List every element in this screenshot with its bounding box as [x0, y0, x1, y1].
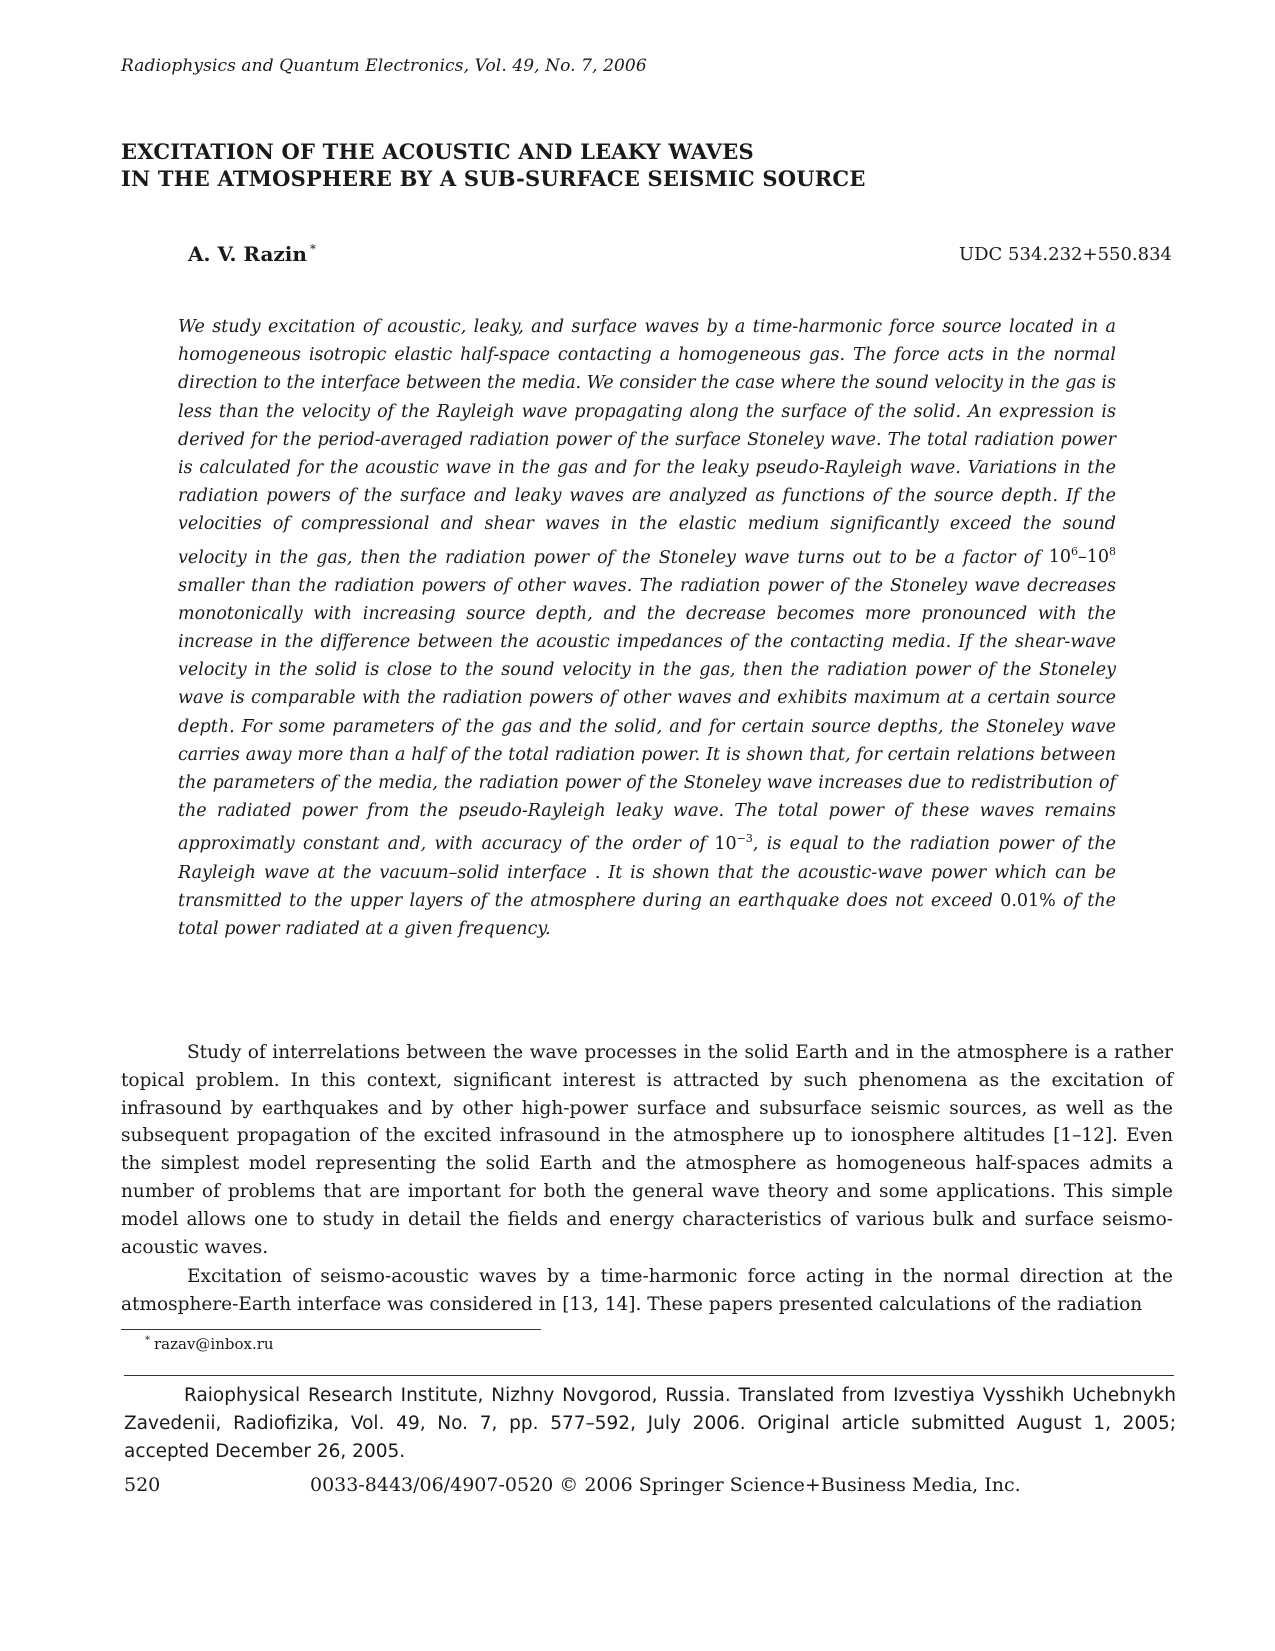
author-name	[188, 242, 316, 266]
paragraph-text-2: Excitation of seismo-acoustic waves by a time-harmonic force acting in the normal direction at the atmosphere-Earth interface was considered in [13, 14]. These papers presented calculations of the radiation	[121, 1266, 1173, 1315]
footnote	[145, 1335, 274, 1353]
title-line-1: EXCITATION OF THE ACOUSTIC AND LEAKY WAVES	[121, 139, 754, 164]
footnote-divider	[121, 1329, 541, 1330]
math-base-3: 10	[714, 834, 737, 855]
publication-divider	[124, 1375, 1174, 1376]
journal-header: Radiophysics and Quantum Electronics, Vol. 49, No. 7, 2006	[121, 56, 647, 76]
abstract-math-1	[1049, 547, 1116, 567]
issn-copyright: 0033-8443/06/4907-0520 © 2006 Springer Science+Business Media, Inc.	[310, 1474, 1021, 1496]
body-paragraph-1	[121, 1039, 1173, 1261]
math-base-2: 10	[1086, 547, 1109, 568]
author-footnote-mark: *	[309, 242, 316, 256]
publication-info	[124, 1382, 1176, 1466]
math-base: 10	[1048, 547, 1071, 568]
article-title	[121, 138, 866, 192]
abstract-math-3: 0.01%	[1000, 890, 1056, 911]
abstract-text-c: , is equal to the radiation power of the Rayleigh wave at the vacuum–solid interface . It is shown that the acoustic-wave power which can be transmitted to the upper layers of the atmosphere during an earthquake does not exceed	[178, 834, 1117, 911]
abstract-text-d: of the total power radiated at a given frequency.	[178, 890, 1116, 939]
math-exp: 6	[1070, 545, 1078, 559]
math-dash: –	[1077, 547, 1087, 568]
abstract-math-2	[714, 834, 753, 854]
publication-info-text: Raiophysical Research Institute, Nizhny Novgorod, Russia. Translated from Izvestiya Vysshikh Uchebnykh Zavedenii, Radiofizika, Vol. 49, No. 7, pp. 577–592, July 2006. Original article submitted August 1, 2005; accepted December 26, 2005.	[124, 1385, 1176, 1462]
page-number: 520	[124, 1474, 161, 1496]
author-text: A. V. Razin	[188, 242, 307, 266]
math-exp-2: 8	[1109, 545, 1116, 559]
body-paragraph-2	[121, 1263, 1173, 1319]
math-exp-3: −3	[736, 832, 753, 846]
abstract-text-b: smaller than the radiation powers of other waves. The radiation power of the Stoneley wave decreases monotonically with increasing source depth, and the decrease becomes more pronounced with the increase in the difference between the acoustic impedances of the contacting media. If the shear-wave velocity in the solid is close to the sound velocity in the gas, then the radiation power of the Stoneley wave is comparable with the radiation powers of other waves and exhibits maximum at a certain source depth. For some parameters of the gas and the solid, and for certain source depths, the Stoneley wave carries away more than a half of the total radiation power. It is shown that, for certain relations between the parameters of the media, the radiation power of the Stoneley wave increases due to redistribution of the radiated power from the pseudo-Rayleigh leaky wave. The total power of these waves remains approximatly constant and, with accuracy of the order of	[178, 575, 1116, 855]
abstract	[178, 313, 1116, 943]
footnote-email: razav@inbox.ru	[154, 1335, 274, 1353]
udc-code: UDC 534.232+550.834	[958, 244, 1172, 265]
title-line-2: IN THE ATMOSPHERE BY A SUB-SURFACE SEISMIC SOURCE	[121, 166, 866, 191]
footnote-mark: *	[145, 1335, 150, 1346]
paragraph-text-1: Study of interrelations between the wave processes in the solid Earth and in the atmosphere is a rather topical problem. In this context, significant interest is attracted by such phenomena as the excitation of infrasound by earthquakes and by other high-power surface and subsurface seismic sources, as well as the subsequent propagation of the excited infrasound in the atmosphere up to ionosphere altitudes [1–12]. Even the simplest model representing the solid Earth and the atmosphere as homogeneous half-spaces admits a number of problems that are important for both the general wave theory and some applications. This simple model allows one to study in detail the fields and energy characteristics of various bulk and surface seismo-acoustic waves.	[121, 1042, 1173, 1258]
abstract-text-a: We study excitation of acoustic, leaky, and surface waves by a time-harmonic force source located in a homogeneous isotropic elastic half-space contacting a homogeneous gas. The force acts in the normal direction to the interface between the media. We consider the case where the sound velocity in the gas is less than the velocity of the Rayleigh wave propagating along the surface of the solid. An expression is derived for the period-averaged radiation power of the surface Stoneley wave. The total radiation power is calculated for the acoustic wave in the gas and for the leaky pseudo-Rayleigh wave. Variations in the radiation powers of the surface and leaky waves are analyzed as functions of the source depth. If the velocities of compressional and shear waves in the elastic medium significantly exceed the sound velocity in the gas, then the radiation power of the Stoneley wave turns out to be a factor of	[178, 317, 1116, 568]
